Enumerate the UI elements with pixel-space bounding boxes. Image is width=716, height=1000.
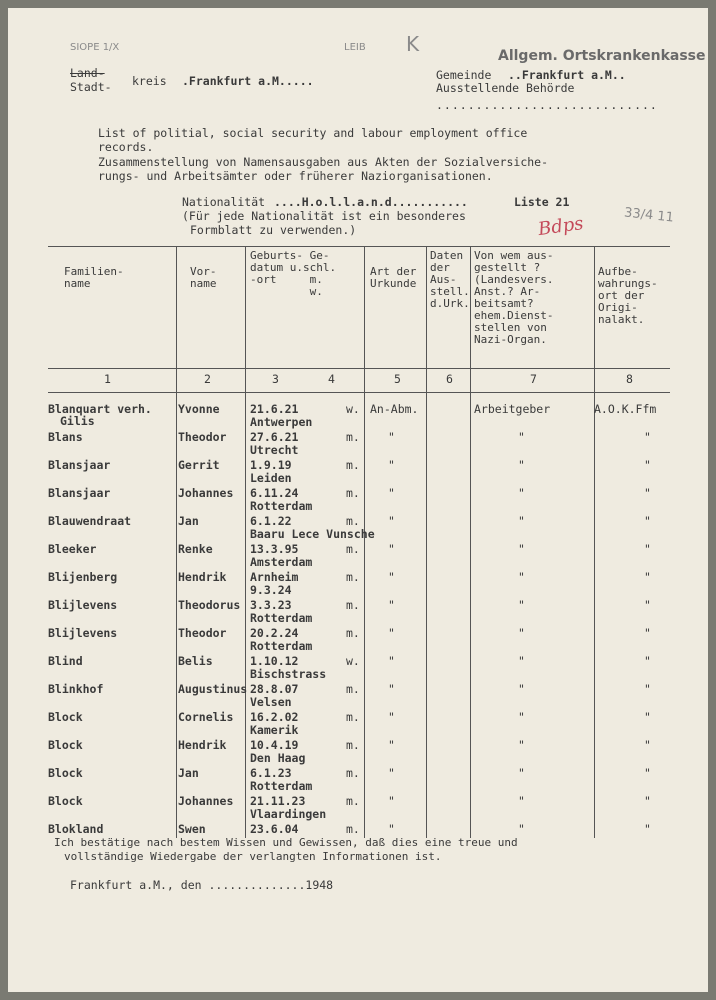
cell-ausgestellt: " [518, 822, 525, 836]
cell-geschlecht: m. [346, 682, 360, 696]
cell-geschlecht: m. [346, 738, 360, 752]
col-number-3: 3 [272, 372, 279, 386]
intro-line-3: Zusammenstellung von Namensausgaben aus Akten der Sozialversiche- [98, 155, 549, 169]
cell-geschlecht: m. [346, 486, 360, 500]
cell-geburtsdatum: 1.9.19 [250, 458, 292, 472]
cell-familienname: Blinkhof [48, 682, 104, 696]
cell-aufbewahrung: " [644, 654, 651, 668]
cell-geburtsort: Rotterdam [250, 499, 313, 513]
cell-vorname: Jan [178, 766, 199, 780]
cell-geschlecht: m. [346, 570, 360, 584]
cell-geburtsdatum: 20.2.24 [250, 626, 299, 640]
cell-geschlecht: m. [346, 542, 360, 556]
cell-art: " [388, 430, 395, 444]
cell-geburtsdatum: 16.2.02 [250, 710, 299, 724]
cell-geburtsort: Velsen [250, 695, 292, 709]
footer-place-date: Frankfurt a.M., den ..............1948 [70, 878, 334, 892]
column-number-rule [48, 392, 670, 393]
cell-geburtsdatum: 23.6.04 [250, 822, 299, 836]
liste-number: Liste 21 [514, 195, 570, 209]
table-row [8, 710, 708, 738]
cell-ausgestellt: " [518, 542, 525, 556]
cell-ausgestellt: " [518, 486, 525, 500]
header-aufbewahrung: Aufbe- wahrungs- ort der Origi- nalakt. [598, 265, 658, 326]
cell-art: " [388, 822, 395, 836]
intro-line-2: records. [98, 140, 154, 154]
cell-geburtsort: Bischstrass [250, 667, 327, 681]
cell-geburtsort: Antwerpen [250, 415, 313, 429]
cell-geburtsort: Utrecht [250, 443, 299, 457]
cell-art: " [388, 598, 395, 612]
cell-ausgestellt: Arbeitgeber [474, 402, 551, 416]
cell-aufbewahrung: " [644, 430, 651, 444]
cell-ausgestellt: " [518, 794, 525, 808]
col-number-1: 1 [104, 372, 111, 386]
kreis-value: .Frankfurt a.M..... [182, 74, 314, 88]
cell-art: " [388, 626, 395, 640]
header-familienname: Familien- name [64, 265, 124, 290]
cell-art: " [388, 738, 395, 752]
cell-vorname: Johannes [178, 794, 234, 808]
col-number-6: 6 [446, 372, 453, 386]
cell-ausgestellt: " [518, 654, 525, 668]
cell-aufbewahrung: " [644, 738, 651, 752]
header-geburts: Geburts- Ge- datum u.schl. -ort m. w. [250, 249, 337, 298]
table-row [8, 542, 708, 570]
col-number-4: 4 [328, 372, 335, 386]
cell-geschlecht: m. [346, 430, 360, 444]
file-code-mid: LEIB [344, 42, 366, 53]
behoerde-dots: ............................ [436, 98, 658, 112]
cell-geschlecht: m. [346, 794, 360, 808]
cell-geschlecht: m. [346, 514, 360, 528]
gemeinde-value: ..Frankfurt a.M.. [508, 68, 626, 82]
cell-familienname: Blind [48, 654, 83, 668]
cell-familienname: Blijenberg [48, 570, 118, 584]
cell-geburtsort: Rotterdam [250, 639, 313, 653]
cell-ausgestellt: " [518, 626, 525, 640]
stadt-label: Stadt- [70, 80, 112, 94]
cell-ausgestellt: " [518, 514, 525, 528]
cell-vorname: Swen [178, 822, 206, 836]
pencil-mark: K [406, 32, 420, 56]
cell-art: " [388, 486, 395, 500]
col-number-8: 8 [626, 372, 633, 386]
cell-ausgestellt: " [518, 738, 525, 752]
cell-aufbewahrung: " [644, 822, 651, 836]
cell-art: An-Abm. [370, 402, 419, 416]
cell-art: " [388, 570, 395, 584]
cell-ausgestellt: " [518, 570, 525, 584]
cell-aufbewahrung: " [644, 514, 651, 528]
cell-familienname: Blauwendraat [48, 514, 132, 528]
nationality-note-2: Formblatt zu verwenden.) [190, 223, 357, 237]
header-daten: Daten der Aus- stell. d.Urk. [430, 249, 470, 310]
cell-art: " [388, 794, 395, 808]
header-bottom-rule [48, 368, 670, 369]
cell-art: " [388, 766, 395, 780]
table-row [8, 598, 708, 626]
red-pencil-note: Bdps [536, 212, 585, 241]
cell-familienname: Block [48, 766, 83, 780]
cell-art: " [388, 710, 395, 724]
intro-line-4: rungs- und Arbeitsämter oder früherer Naziorganisationen. [98, 169, 493, 183]
cell-geburtsdatum: 28.8.07 [250, 682, 299, 696]
nationality-label: Nationalität [182, 195, 266, 209]
cell-familienname: Block [48, 794, 83, 808]
cell-aufbewahrung: " [644, 458, 651, 472]
cell-geburtsort: Baaru Lece Vunsche [250, 527, 375, 541]
cell-familienname: Bleeker [48, 542, 97, 556]
cell-vorname: Yvonne [178, 402, 220, 416]
cell-vorname: Augustinus [178, 682, 248, 696]
table-row [8, 458, 708, 486]
pencil-note: 33/4 11 [623, 205, 675, 226]
table-row [8, 514, 708, 542]
nationality-note-1: (Für jede Nationalität ist ein besonderes [182, 209, 466, 223]
col-number-2: 2 [204, 372, 211, 386]
cell-aufbewahrung: " [644, 626, 651, 640]
gemeinde-label: Gemeinde [436, 68, 492, 82]
cell-ausgestellt: " [518, 430, 525, 444]
cell-familienname-line-2: Gilis [60, 414, 95, 428]
nationality-value: ....H.o.l.l.a.n.d........... [274, 195, 468, 209]
table-row [8, 766, 708, 794]
cell-geburtsort: Rotterdam [250, 611, 313, 625]
cell-geschlecht: m. [346, 822, 360, 836]
cell-geburtsort: 9.3.24 [250, 583, 292, 597]
cell-geschlecht: m. [346, 626, 360, 640]
cell-familienname: Blijlevens [48, 598, 118, 612]
cell-aufbewahrung: " [644, 766, 651, 780]
cell-geburtsdatum: 6.11.24 [250, 486, 299, 500]
cell-vorname: Jan [178, 514, 199, 528]
cell-familienname: Blansjaar [48, 458, 111, 472]
cell-geschlecht: w. [346, 402, 360, 416]
cell-familienname: Blokland [48, 822, 104, 836]
cell-geburtsdatum: 10.4.19 [250, 738, 299, 752]
cell-aufbewahrung: " [644, 486, 651, 500]
cell-geburtsort: Vlaardingen [250, 807, 327, 821]
cell-vorname: Renke [178, 542, 213, 556]
cell-geburtsort: Rotterdam [250, 779, 313, 793]
cell-geschlecht: m. [346, 598, 360, 612]
cell-ausgestellt: " [518, 766, 525, 780]
cell-vorname: Cornelis [178, 710, 234, 724]
cell-familienname: Block [48, 738, 83, 752]
table-row [8, 682, 708, 710]
cell-art: " [388, 542, 395, 556]
cell-vorname: Johannes [178, 486, 234, 500]
table-row [8, 794, 708, 822]
table-row [8, 654, 708, 682]
cell-geburtsort: Den Haag [250, 751, 306, 765]
cell-familienname: Blijlevens [48, 626, 118, 640]
table-row [8, 402, 708, 430]
file-code: SIOPE 1/X [70, 42, 120, 53]
cell-geburtsort: Leiden [250, 471, 292, 485]
cell-familienname: Blans [48, 430, 83, 444]
cell-vorname: Hendrik [178, 570, 227, 584]
cell-aufbewahrung: " [644, 710, 651, 724]
cell-aufbewahrung: " [644, 682, 651, 696]
table-row [8, 738, 708, 766]
behoerde-label: Ausstellende Behörde [436, 81, 575, 95]
cell-geschlecht: w. [346, 654, 360, 668]
cell-vorname: Theodor [178, 430, 227, 444]
cell-geburtsort: Amsterdam [250, 555, 313, 569]
cell-aufbewahrung: " [644, 794, 651, 808]
cell-ausgestellt: " [518, 682, 525, 696]
cell-geburtsdatum: 6.1.22 [250, 514, 292, 528]
cell-vorname: Belis [178, 654, 213, 668]
header-art: Art der Urkunde [370, 265, 417, 290]
cell-art: " [388, 654, 395, 668]
cell-geburtsdatum: 27.6.21 [250, 430, 299, 444]
cell-aufbewahrung: " [644, 542, 651, 556]
table-row [8, 430, 708, 458]
cell-vorname: Gerrit [178, 458, 220, 472]
table-row [8, 486, 708, 514]
footer-line-2: vollständige Wiedergabe der verlangten Informationen ist. [64, 850, 442, 863]
cell-ausgestellt: " [518, 710, 525, 724]
cell-geburtsdatum: 1.10.12 [250, 654, 299, 668]
col-number-7: 7 [530, 372, 537, 386]
cell-familienname: Block [48, 710, 83, 724]
cell-geburtsdatum: 21.6.21 [250, 402, 299, 416]
stamp-text: Allgem. Ortskrankenkasse [498, 48, 706, 64]
cell-vorname: Hendrik [178, 738, 227, 752]
header-vorname: Vor- name [190, 265, 217, 290]
cell-geburtsdatum: 6.1.23 [250, 766, 292, 780]
cell-aufbewahrung: " [644, 570, 651, 584]
cell-art: " [388, 458, 395, 472]
cell-familienname: Blanquart verh. [48, 402, 152, 416]
document-page [8, 8, 708, 992]
cell-aufbewahrung: A.O.K.Ffm [594, 402, 657, 416]
cell-ausgestellt: " [518, 458, 525, 472]
cell-geburtsdatum: Arnheim [250, 570, 299, 584]
cell-aufbewahrung: " [644, 598, 651, 612]
cell-vorname: Theodorus [178, 598, 241, 612]
cell-geschlecht: m. [346, 710, 360, 724]
cell-geburtsdatum: 3.3.23 [250, 598, 292, 612]
table-row [8, 626, 708, 654]
land-label: Land- [70, 66, 105, 80]
table-row [8, 570, 708, 598]
footer-line-1: Ich bestätige nach bestem Wissen und Gewissen, daß dies eine treue und [54, 836, 518, 849]
cell-geburtsdatum: 13.3.95 [250, 542, 299, 556]
cell-geschlecht: m. [346, 766, 360, 780]
header-top-rule [48, 246, 670, 247]
cell-art: " [388, 514, 395, 528]
col-number-5: 5 [394, 372, 401, 386]
cell-familienname: Blansjaar [48, 486, 111, 500]
intro-line-1: List of politial, social security and labour employment office [98, 126, 528, 140]
kreise-label: kreis [132, 74, 167, 88]
cell-geburtsdatum: 21.11.23 [250, 794, 306, 808]
cell-art: " [388, 682, 395, 696]
cell-geburtsort: Kamerik [250, 723, 299, 737]
cell-ausgestellt: " [518, 598, 525, 612]
header-ausgestellt: Von wem aus- gestellt ? (Landesvers. Anst.? Ar- beitsamt? ehem.Dienst- stellen von Nazi-Organ. [474, 249, 554, 346]
cell-geschlecht: m. [346, 458, 360, 472]
cell-vorname: Theodor [178, 626, 227, 640]
